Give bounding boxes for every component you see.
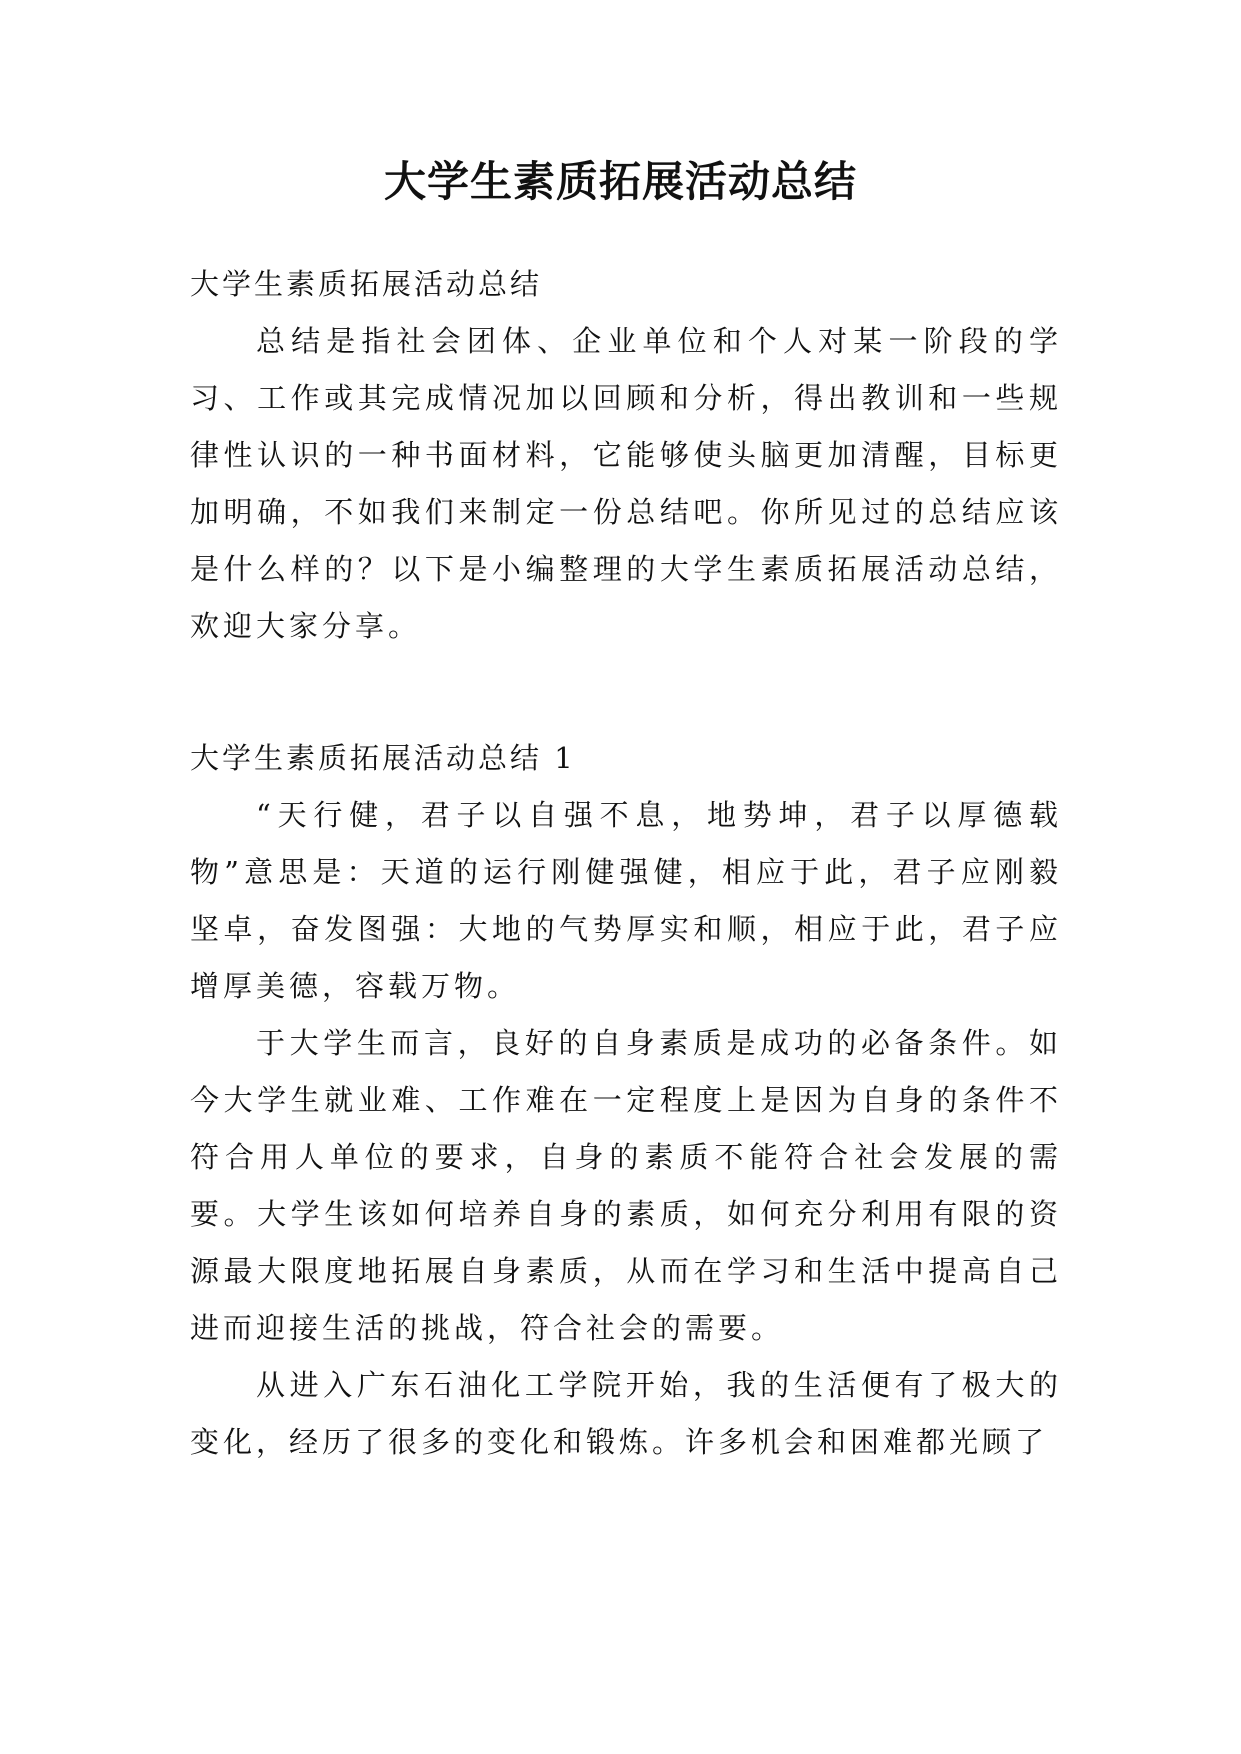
intro-heading: 大学生素质拓展活动总结	[190, 267, 543, 301]
section-1-paragraph-1: “天行健，君子以自强不息，地势坤，君子以厚德载物”意思是：天道的运行刚健强健，相应于此，君子应刚毅坚卓，奋发图强：大地的气势厚实和顺，相应于此，君子应增厚美德，容载万物。	[190, 798, 1062, 1003]
section-1-paragraph-2: 于大学生而言，良好的自身素质是成功的必备条件。如今大学生就业难、工作难在一定程度上是因为自身的条件不符合用人单位的要求，自身的素质不能符合社会发展的需要。大学生该如何培养自身的素质，如何充分利用有限的资源最大限度地拓展自身素质，从而在学习和生活中提高自己进而迎接生活的挑战，符合社会的需要。	[190, 1026, 1062, 1345]
section-1-heading: 大学生素质拓展活动总结 1	[190, 741, 576, 775]
section-1-paragraph-3: 从进入广东石油化工学院开始，我的生活便有了极大的变化，经历了很多的变化和锻炼。许多机会和困难都光顾了	[190, 1368, 1062, 1459]
intro-paragraph: 总结是指社会团体、企业单位和个人对某一阶段的学习、工作或其完成情况加以回顾和分析，得出教训和一些规律性认识的一种书面材料，它能够使头脑更加清醒，目标更加明确，不如我们来制定一份总结吧。你所见过的总结应该是什么样的？以下是小编整理的大学生素质拓展活动总结，欢迎大家分享。	[190, 324, 1062, 643]
document-title: 大学生素质拓展活动总结	[383, 157, 857, 206]
